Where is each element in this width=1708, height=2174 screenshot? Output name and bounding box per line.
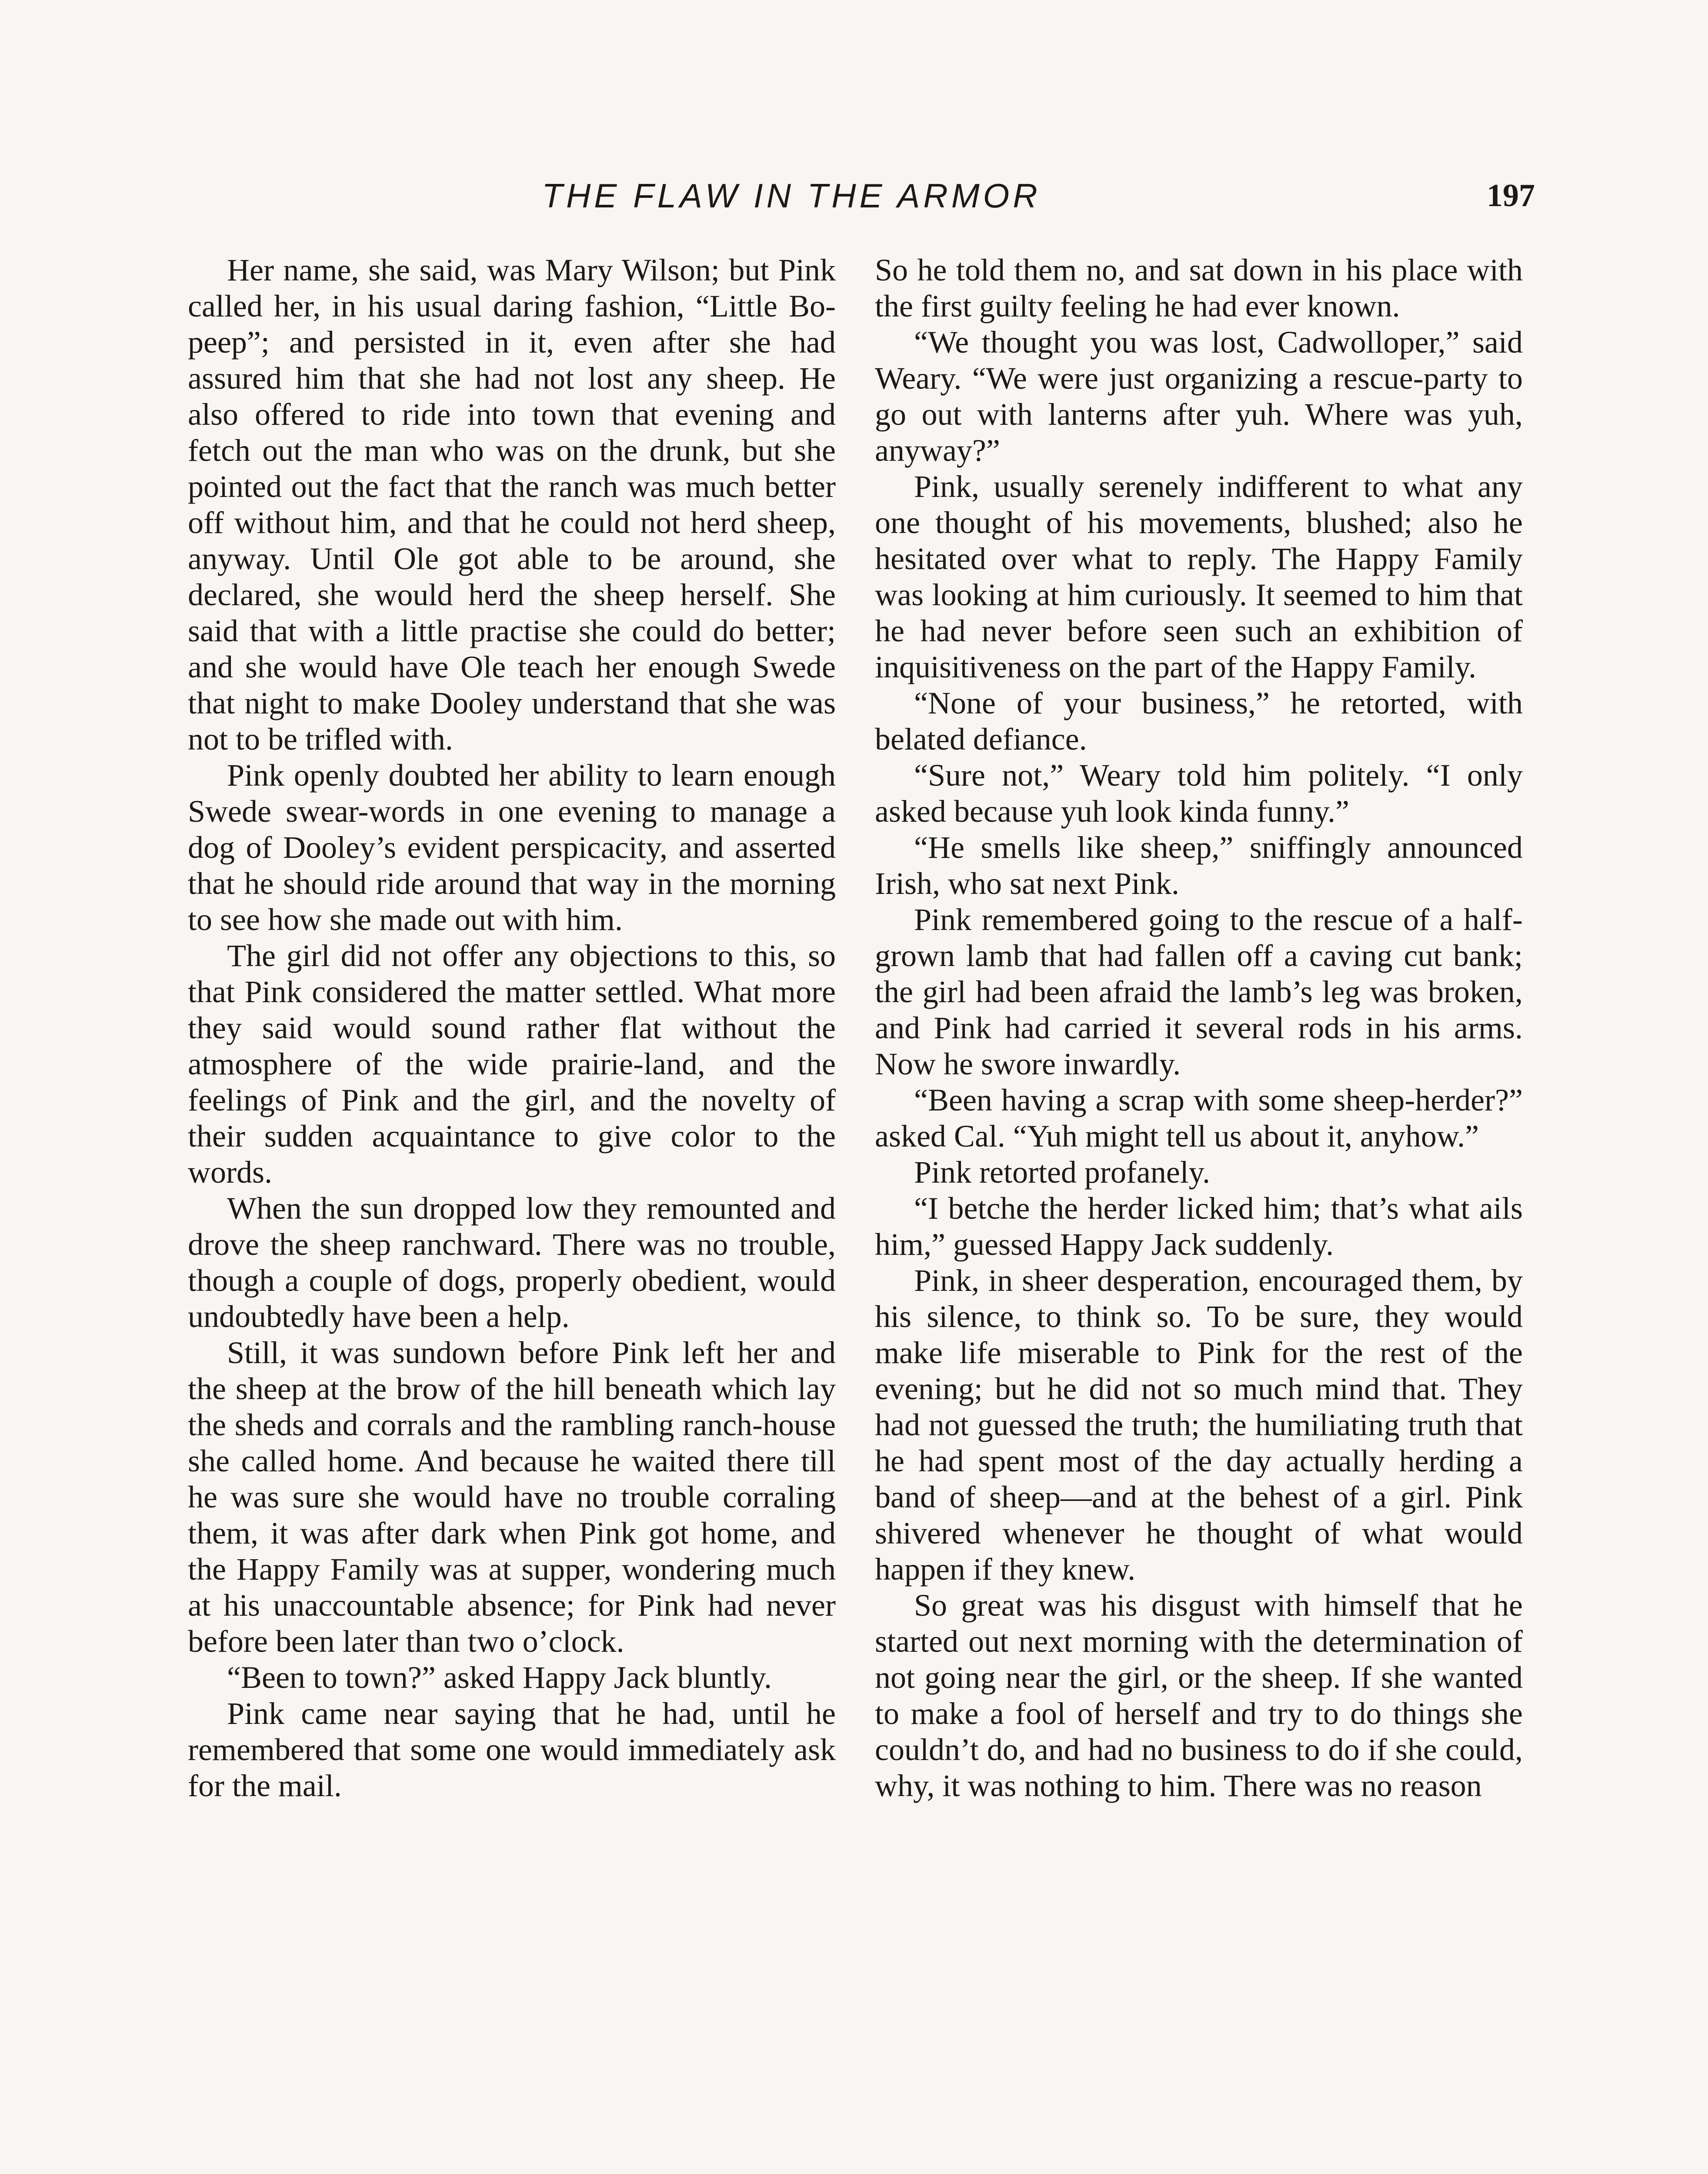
running-title: THE FLAW IN THE ARMOR [542,177,1041,215]
page-number: 197 [1487,178,1535,213]
paragraph: Pink retorted profanely. [914,1155,1211,1190]
paragraph: Pink, in sheer desperation, encouraged them, by his silence, to think so. To be sure, they would make life miserable to Pink for the rest of the evening; but he did not so much mind that. They had not guessed the truth; the humiliating truth that he had spent most of the day actually herding a band of sheep—and at the behest of a girl. Pink shivered whenever he thought of what would happen if they knew. [875,1263,1523,1587]
paragraph: Pink openly doubted her ability to learn enough Swede swear-words in one evening to manage a dog of Dooley’s evident perspicacity, and asserted that he should ride around that way in the morning to see how she made out with him. [188,758,836,937]
paragraph-continued: So he told them no, and sat down in his place with the first guilty feeling he had ever known. [875,253,1523,323]
paragraph: When the sun dropped low they remounted and drove the sheep ranchward. There was no trouble, though a couple of dogs, properly obedient, would undoubtedly have been a help. [188,1191,836,1334]
paragraph: “None of your business,” he retorted, with belated defiance. [875,686,1523,757]
paragraph: Pink, usually serenely indifferent to what any one thought of his movements, blushed; also he hesitated over what to reply. The Happy Family was looking at him curiously. It seemed to him that he had never before seen such an exhibition of inquisitiveness on the part of the Happy Family. [875,469,1523,684]
paragraph: “Been having a scrap with some sheep-herder?” asked Cal. “Yuh might tell us about it, anyhow.” [875,1083,1523,1154]
paragraph: “Been to town?” asked Happy Jack bluntly. [227,1660,772,1695]
paragraph: Pink remembered going to the rescue of a half-grown lamb that had fallen off a caving cut bank; the girl had been afraid the lamb’s leg was broken, and Pink had carried it several rods in his arms. Now he swore inwardly. [875,902,1523,1081]
paragraph: “We thought you was lost, Cadwolloper,” said Weary. “We were just organizing a rescue-party to go out with lanterns after yuh. Where was yuh, anyway?” [875,325,1523,468]
paragraph: So great was his disgust with himself that he started out next morning with the determination of not going near the girl, or the sheep. If she wanted to make a fool of herself and try to do things she couldn’t do, and had no business to do if she could, why, it was nothing to him. There was no reason [875,1588,1523,1803]
right-column [875,252,1523,1804]
paragraph: Still, it was sundown before Pink left her and the sheep at the brow of the hill beneath which lay the sheds and corrals and the rambling ranch-house she called home. And because he waited there till he was sure she would have no trouble corraling them, it was after dark when Pink got home, and the Happy Family was at supper, wondering much at his unaccountable absence; for Pink had never before been later than two o’clock. [188,1335,836,1659]
paragraph: “He smells like sheep,” sniffingly announced Irish, who sat next Pink. [875,830,1523,901]
paragraph: Her name, she said, was Mary Wilson; but Pink called her, in his usual daring fashion, “Little Bo-peep”; and persisted in it, even after she had assured him that she had not lost any sheep. He also offered to ride into town that evening and fetch out the man who was on the drunk, but she pointed out the fact that the ranch was much better off without him, and that he could not herd sheep, anyway. Until Ole got able to be around, she declared, she would herd the sheep herself. She said that with a little practise she could do better; and she would have Ole teach her enough Swede that night to make Dooley understand that she was not to be trifled with. [188,253,836,757]
paragraph: “Sure not,” Weary told him politely. “I only asked because yuh look kinda funny.” [875,758,1523,829]
paragraph: The girl did not offer any objections to this, so that Pink considered the matter settled. What more they said would sound rather flat without the atmosphere of the wide prairie-land, and the feelings of Pink and the girl, and the novelty of their sudden acquaintance to give color to the words. [188,938,836,1190]
paragraph: Pink came near saying that he had, until he remembered that some one would immediately ask for the mail. [188,1696,836,1803]
running-head [187,172,1535,220]
left-column [188,252,836,1804]
paragraph: “I betche the herder licked him; that’s what ails him,” guessed Happy Jack suddenly. [875,1191,1523,1262]
